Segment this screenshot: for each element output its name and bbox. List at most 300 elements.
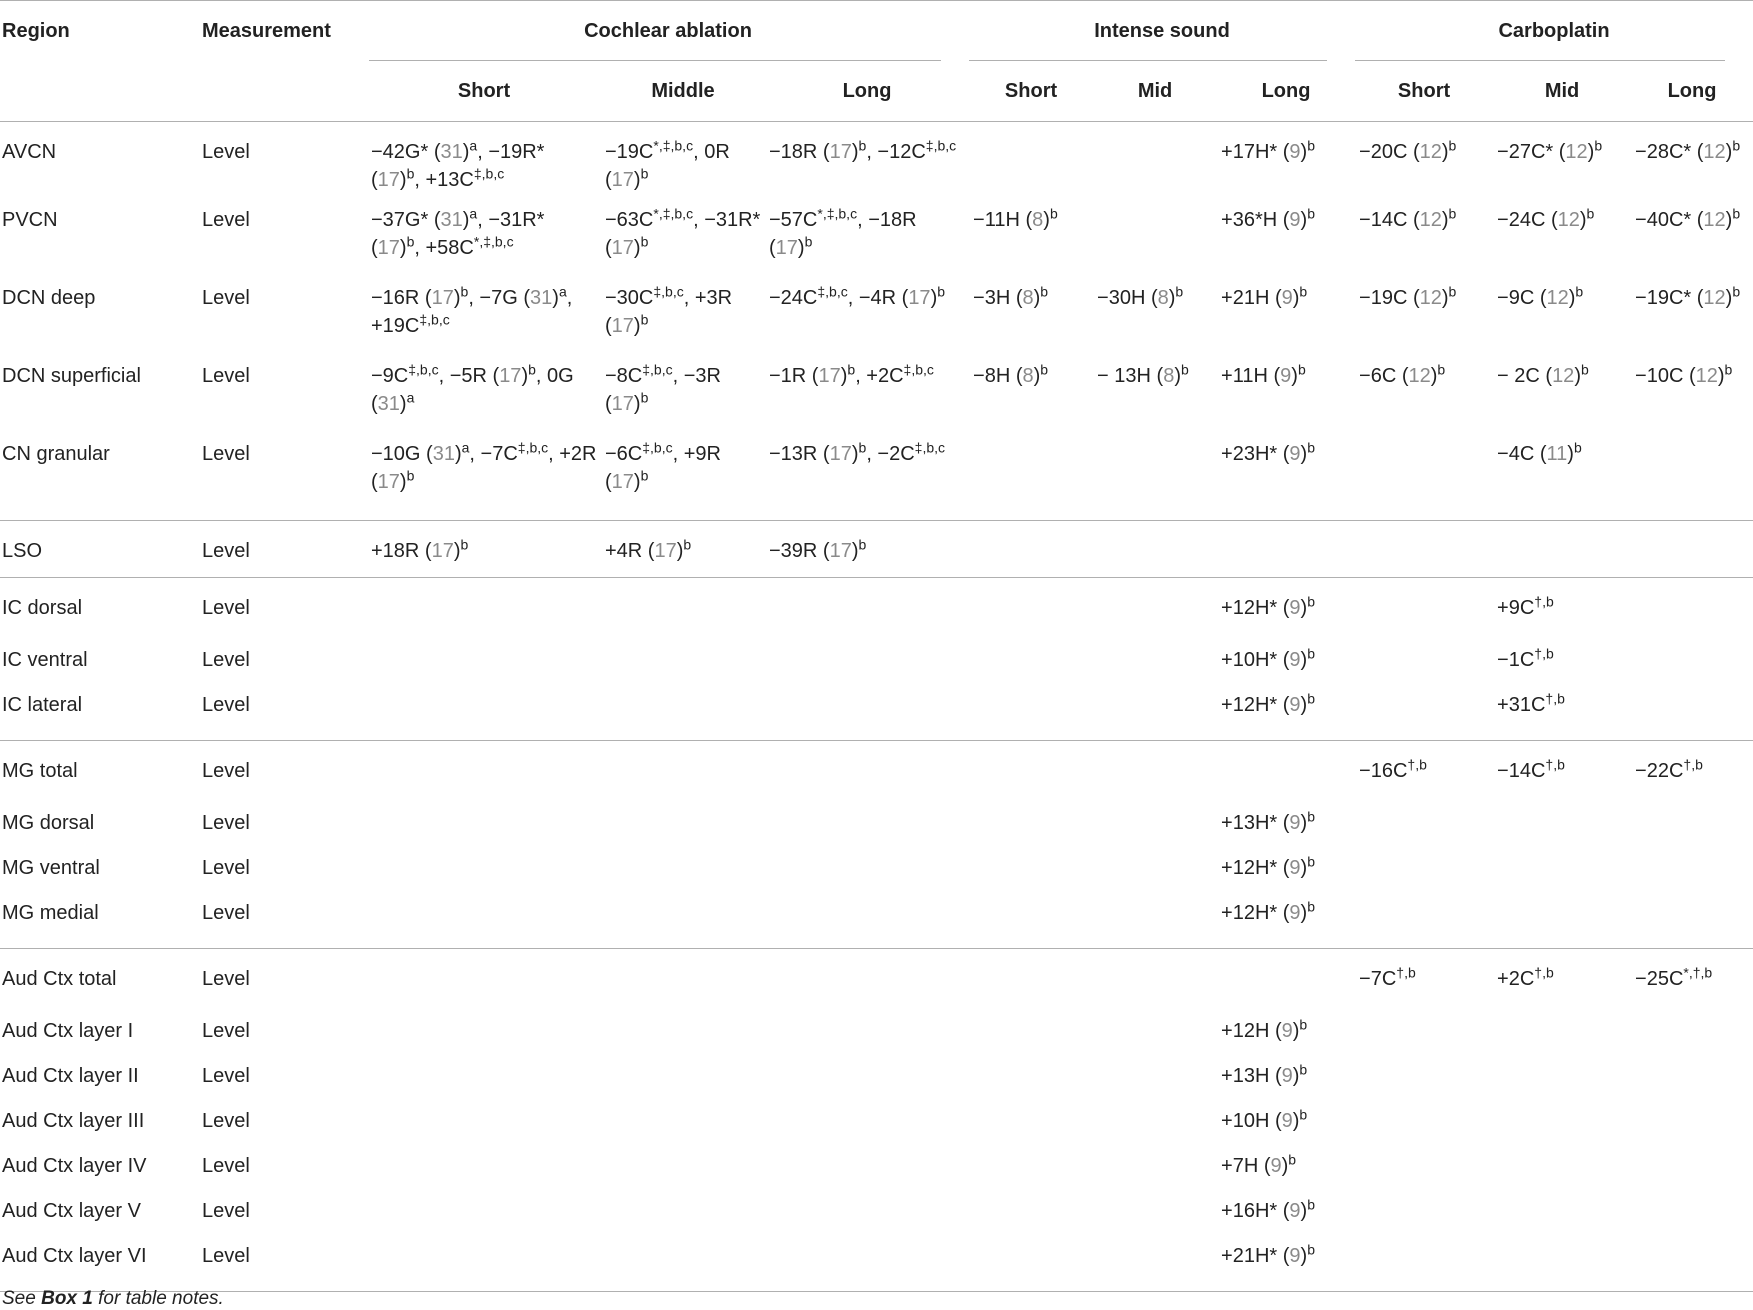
measurement-cell: Level xyxy=(202,967,250,990)
value-text: −1R ( xyxy=(769,365,819,387)
value-text: ) xyxy=(1174,365,1181,387)
superscript-note: ‡,b,c xyxy=(419,311,450,328)
value-text: ) xyxy=(1300,209,1308,231)
superscript-note: ‡,b,c xyxy=(642,361,673,378)
value-cell xyxy=(1631,1009,1753,1054)
value-cell xyxy=(1217,122,1355,195)
value-text: ) xyxy=(633,315,641,337)
reference-number: 31 xyxy=(440,141,463,163)
reference-number: 12 xyxy=(1557,209,1580,231)
superscript-note: b xyxy=(1307,137,1315,154)
measurement-cell: Level xyxy=(202,759,250,782)
value-text: ) xyxy=(1441,141,1449,163)
value-cell xyxy=(601,1234,765,1291)
superscript-note: b xyxy=(640,165,649,182)
value-cell xyxy=(367,1099,601,1144)
value-text: ) xyxy=(1568,287,1576,309)
superscript-note: b xyxy=(406,467,415,484)
value-cell xyxy=(969,1009,1093,1054)
value-cell xyxy=(1355,350,1493,428)
value-text: − 2C ( xyxy=(1497,365,1553,387)
table-row xyxy=(0,1054,1753,1099)
table-row xyxy=(0,428,1753,520)
value-text: , −31R* ( xyxy=(371,209,545,259)
superscript-note: b xyxy=(640,389,649,406)
superscript-note: †,b xyxy=(1534,592,1554,609)
measurement-cell: Level xyxy=(202,596,250,619)
measurement-cell: Level xyxy=(200,1234,367,1291)
superscript-note: †,b xyxy=(1396,963,1416,980)
value-cell xyxy=(969,1189,1093,1234)
value-text: ) xyxy=(1725,287,1733,309)
value-cell xyxy=(1217,1189,1355,1234)
value-text: +12H* ( xyxy=(1221,902,1290,924)
value-text: , −19R* ( xyxy=(371,141,545,191)
value-cell xyxy=(969,846,1093,891)
header-measurement: Measurement xyxy=(200,1,367,62)
superscript-note: b xyxy=(804,233,813,250)
value-cell xyxy=(601,1009,765,1054)
header-row-subheaders xyxy=(0,61,1753,122)
value-text: , −18R ( xyxy=(769,209,917,259)
subheader-cb-short: Short xyxy=(1355,61,1493,122)
value-cell xyxy=(1355,683,1493,740)
reference-number: 12 xyxy=(1703,209,1726,231)
reference-number: 11 xyxy=(1546,443,1568,465)
value-cell xyxy=(367,577,601,638)
superscript-note: b xyxy=(1288,1151,1297,1168)
value-cell xyxy=(765,272,969,350)
reference-number: 12 xyxy=(1703,141,1726,163)
value-cell xyxy=(969,350,1093,428)
value-text: ) xyxy=(930,287,938,309)
value-cell xyxy=(1355,520,1493,577)
value-text: ) xyxy=(1300,649,1308,671)
value-cell xyxy=(367,846,601,891)
value-cell xyxy=(1093,1099,1217,1144)
value-cell xyxy=(969,1144,1093,1189)
header-group-intense-sound: Intense sound xyxy=(969,1,1355,62)
reference-number: 31 xyxy=(377,393,400,415)
value-cell xyxy=(1217,1234,1355,1291)
superscript-note: b xyxy=(640,467,649,484)
value-text: , −4R ( xyxy=(847,287,909,309)
superscript-note: b xyxy=(1040,283,1049,300)
value-text: ) xyxy=(462,209,470,231)
region-cell: DCN deep xyxy=(2,287,96,309)
value-cell xyxy=(1493,428,1631,520)
value-text: −9C ( xyxy=(1497,287,1547,309)
value-cell xyxy=(765,740,969,801)
reference-number: 12 xyxy=(1695,365,1718,387)
region-cell: Aud Ctx layer III xyxy=(2,1110,145,1132)
value-cell xyxy=(969,428,1093,520)
region-cell: MG total xyxy=(2,759,78,782)
value-cell xyxy=(969,122,1093,195)
reference-number: 17 xyxy=(431,287,454,309)
value-cell xyxy=(1093,801,1217,846)
value-cell xyxy=(1631,350,1753,428)
value-cell xyxy=(601,948,765,1009)
value-cell xyxy=(1217,428,1355,520)
superscript-note: b xyxy=(1732,205,1741,222)
value-text: −30C xyxy=(605,287,654,309)
value-text: , +2C xyxy=(855,365,904,387)
value-text: , −5R ( xyxy=(438,365,500,387)
measurement-cell: Level xyxy=(202,857,250,879)
value-text: −16R ( xyxy=(371,287,432,309)
value-cell xyxy=(765,1189,969,1234)
value-cell xyxy=(1217,891,1355,948)
reference-number: 17 xyxy=(908,287,931,309)
value-text: −1C xyxy=(1497,649,1535,671)
superscript-note: b xyxy=(1307,439,1315,456)
value-cell xyxy=(1493,1234,1631,1291)
value-text: +13H ( xyxy=(1221,1065,1282,1087)
value-cell xyxy=(1631,891,1753,948)
value-cell xyxy=(765,428,969,520)
value-text: ) xyxy=(1430,365,1438,387)
value-text: ) xyxy=(851,443,859,465)
table-row xyxy=(0,350,1753,428)
value-text: ) xyxy=(1587,141,1595,163)
value-text: −14C ( xyxy=(1359,209,1420,231)
value-text: ) xyxy=(1441,287,1449,309)
footnote-prefix: See xyxy=(2,1288,42,1309)
value-text: ) xyxy=(1292,1020,1300,1042)
reference-number: 9 xyxy=(1281,287,1293,309)
measurement-cell: Level xyxy=(202,365,250,387)
superscript-note: b xyxy=(1049,205,1058,222)
reference-number: 9 xyxy=(1281,1020,1293,1042)
value-cell xyxy=(1493,520,1631,577)
value-text: , +3R ( xyxy=(605,287,733,337)
value-cell xyxy=(1355,1144,1493,1189)
reference-number: 17 xyxy=(611,471,634,493)
reference-number: 17 xyxy=(499,365,522,387)
value-text: +16H* ( xyxy=(1221,1200,1290,1222)
value-text: , −12C xyxy=(866,141,926,163)
value-cell xyxy=(969,948,1093,1009)
reference-number: 12 xyxy=(1419,141,1442,163)
value-cell xyxy=(1217,683,1355,740)
value-cell xyxy=(765,520,969,577)
superscript-note: ‡,b,c xyxy=(642,439,673,456)
superscript-note: b xyxy=(1594,137,1603,154)
value-text: −13R ( xyxy=(769,443,830,465)
value-text: +21H* ( xyxy=(1221,1245,1290,1267)
value-text: −3H ( xyxy=(973,287,1023,309)
measurement-cell: Level xyxy=(202,1110,250,1132)
region-cell: Aud Ctx layer VI xyxy=(0,1234,200,1291)
value-text: +13H* ( xyxy=(1221,812,1290,834)
superscript-note: b xyxy=(1307,1241,1315,1258)
table-row xyxy=(0,638,1753,683)
value-cell xyxy=(765,1099,969,1144)
table-row xyxy=(0,1099,1753,1144)
reference-number: 8 xyxy=(1157,287,1169,309)
value-cell xyxy=(1217,846,1355,891)
value-cell xyxy=(367,638,601,683)
value-cell xyxy=(601,801,765,846)
value-text: −24C xyxy=(769,287,818,309)
superscript-note: b xyxy=(1448,137,1457,154)
value-cell xyxy=(1217,1054,1355,1099)
value-text: ) xyxy=(633,471,641,493)
value-cell xyxy=(1355,122,1493,195)
value-text: , +9R ( xyxy=(605,443,721,493)
reference-number: 9 xyxy=(1289,443,1301,465)
value-cell xyxy=(1217,948,1355,1009)
value-cell xyxy=(1493,1099,1631,1144)
value-text: ) xyxy=(1300,812,1308,834)
value-text: −39R ( xyxy=(769,539,830,562)
measurement-cell: Level xyxy=(202,1155,250,1177)
value-text: +12H ( xyxy=(1221,1020,1282,1042)
value-text: ) xyxy=(1168,287,1176,309)
superscript-note: b xyxy=(1586,205,1595,222)
value-cell xyxy=(1493,638,1631,683)
value-cell xyxy=(367,428,601,520)
value-text: ) xyxy=(1292,287,1300,309)
value-text: +12H* ( xyxy=(1221,857,1290,879)
superscript-note: b xyxy=(1732,137,1741,154)
superscript-note: b xyxy=(1297,361,1306,378)
value-cell xyxy=(969,891,1093,948)
value-cell xyxy=(1493,1144,1631,1189)
reference-number: 17 xyxy=(829,539,852,562)
superscript-note: †,b xyxy=(1407,755,1427,772)
value-cell xyxy=(1093,1189,1217,1234)
value-text: , −7C xyxy=(469,443,518,465)
measurement-cell: Level xyxy=(200,891,367,948)
value-cell xyxy=(1493,683,1631,740)
value-text: ) xyxy=(1300,1200,1308,1222)
value-cell xyxy=(1631,577,1753,638)
value-cell xyxy=(601,577,765,638)
value-cell xyxy=(367,683,601,740)
value-cell xyxy=(1217,1144,1355,1189)
table-row xyxy=(0,1234,1753,1291)
value-text: − 13H ( xyxy=(1097,365,1164,387)
reference-number: 9 xyxy=(1289,209,1301,231)
value-cell xyxy=(601,1054,765,1099)
value-text: −16C xyxy=(1359,759,1408,782)
superscript-note: b xyxy=(937,283,946,300)
value-text: −22C xyxy=(1635,759,1684,782)
measurement-cell: Level xyxy=(200,428,367,520)
value-text: ) xyxy=(676,539,684,562)
value-cell xyxy=(1355,948,1493,1009)
value-text: , +2R ( xyxy=(371,443,597,493)
superscript-note: ‡,b,c xyxy=(817,283,848,300)
value-text: , −2C xyxy=(866,443,915,465)
value-text: ) xyxy=(1300,443,1308,465)
value-text: −25C xyxy=(1635,967,1684,990)
value-text: ) xyxy=(1300,902,1308,924)
value-text: ) xyxy=(1033,365,1041,387)
value-cell xyxy=(1355,891,1493,948)
value-cell xyxy=(601,846,765,891)
measurement-cell: Level xyxy=(202,649,250,671)
superscript-note: †,b xyxy=(1683,755,1703,772)
value-cell xyxy=(765,801,969,846)
region-cell: PVCN xyxy=(2,209,58,231)
superscript-note: a xyxy=(406,389,415,406)
superscript-note: b xyxy=(847,361,856,378)
value-text: , −31R* ( xyxy=(605,209,761,259)
value-text: ) xyxy=(1300,596,1308,619)
reference-number: 17 xyxy=(377,169,400,191)
superscript-note: b xyxy=(1448,283,1457,300)
region-cell: LSO xyxy=(0,520,200,577)
region-cell: MG dorsal xyxy=(2,812,95,834)
value-cell xyxy=(1093,1009,1217,1054)
value-cell xyxy=(1355,428,1493,520)
region-cell: Aud Ctx layer II xyxy=(2,1065,139,1087)
value-cell xyxy=(1093,272,1217,350)
superscript-note: b xyxy=(858,535,867,552)
value-cell xyxy=(367,1144,601,1189)
superscript-note: ‡,b,c xyxy=(914,439,946,456)
value-cell xyxy=(1093,1054,1217,1099)
value-cell xyxy=(367,891,601,948)
subheader-ca-middle: Middle xyxy=(601,61,765,122)
region-cell: MG medial xyxy=(0,891,200,948)
value-cell xyxy=(765,577,969,638)
superscript-note: a xyxy=(461,439,470,456)
superscript-note: b xyxy=(1307,645,1315,662)
reference-number: 17 xyxy=(611,393,634,415)
superscript-note: b xyxy=(1448,205,1457,222)
value-cell xyxy=(969,1054,1093,1099)
value-text: +4R ( xyxy=(605,539,655,562)
reference-number: 12 xyxy=(1408,365,1431,387)
value-text: +12H* ( xyxy=(1221,596,1290,619)
value-cell xyxy=(969,801,1093,846)
value-cell xyxy=(765,846,969,891)
reference-number: 31 xyxy=(432,443,455,465)
value-text: −37G* ( xyxy=(371,209,441,231)
value-cell xyxy=(1631,1144,1753,1189)
header-region: Region xyxy=(0,1,200,62)
value-text: ) xyxy=(1292,1065,1300,1087)
value-cell xyxy=(1355,638,1493,683)
superscript-note: b xyxy=(1299,1016,1308,1033)
reference-number: 31 xyxy=(440,209,463,231)
value-cell xyxy=(765,891,969,948)
value-text: ) xyxy=(1300,141,1308,163)
value-text: ) xyxy=(1441,209,1449,231)
superscript-note: b xyxy=(858,137,867,154)
superscript-note: b xyxy=(1724,361,1733,378)
superscript-note: b xyxy=(1732,283,1741,300)
value-cell xyxy=(1093,638,1217,683)
region-cell: MG ventral xyxy=(2,857,100,879)
reference-number: 9 xyxy=(1289,596,1301,619)
value-cell xyxy=(1217,350,1355,428)
reference-number: 12 xyxy=(1565,141,1588,163)
reference-number: 9 xyxy=(1289,812,1301,834)
superscript-note: b xyxy=(640,233,649,250)
value-text: −6C xyxy=(605,443,643,465)
value-text: ) xyxy=(1300,857,1308,879)
value-cell xyxy=(969,740,1093,801)
value-cell xyxy=(601,520,765,577)
superscript-note: b xyxy=(1180,361,1189,378)
superscript-note: b xyxy=(1307,1196,1315,1213)
value-text: ) xyxy=(1300,694,1308,716)
table-row xyxy=(0,801,1753,846)
reference-number: 12 xyxy=(1552,365,1575,387)
value-text: ) xyxy=(840,365,848,387)
value-cell xyxy=(1631,1234,1753,1291)
reference-number: 17 xyxy=(829,141,852,163)
value-cell xyxy=(1093,520,1217,577)
region-cell: Aud Ctx total xyxy=(2,967,117,990)
table-body xyxy=(0,122,1753,1292)
value-cell xyxy=(1631,1099,1753,1144)
value-cell xyxy=(1631,740,1753,801)
header-row-groups xyxy=(0,1,1753,62)
reference-number: 17 xyxy=(611,169,634,191)
value-text: +17H* ( xyxy=(1221,141,1290,163)
value-cell xyxy=(1355,801,1493,846)
reference-number: 12 xyxy=(1419,287,1442,309)
value-text: ) xyxy=(1300,1245,1308,1267)
value-cell xyxy=(601,428,765,520)
table-row xyxy=(0,1009,1753,1054)
superscript-note: b xyxy=(1307,205,1315,222)
value-text: −57C xyxy=(769,209,818,231)
value-cell xyxy=(1355,1054,1493,1099)
subheader-cb-long: Long xyxy=(1631,61,1753,122)
value-cell xyxy=(367,122,601,195)
reference-number: 17 xyxy=(775,237,798,259)
superscript-note: ‡,b,c xyxy=(653,283,684,300)
value-cell xyxy=(969,1099,1093,1144)
header-spacer xyxy=(0,61,200,122)
measurement-cell: Level xyxy=(202,1065,250,1087)
value-text: ) xyxy=(851,141,859,163)
subheader-ca-short: Short xyxy=(367,61,601,122)
value-text: ) xyxy=(521,365,529,387)
value-cell xyxy=(1355,846,1493,891)
value-text: +2C xyxy=(1497,967,1535,990)
table-row xyxy=(0,520,1753,577)
value-text: , 0G ( xyxy=(371,365,574,415)
reference-number: 9 xyxy=(1280,365,1292,387)
value-cell xyxy=(1493,891,1631,948)
value-text: +7H ( xyxy=(1221,1155,1271,1177)
value-text: ) xyxy=(399,471,407,493)
measurement-cell: Level xyxy=(202,209,250,231)
value-cell xyxy=(1217,801,1355,846)
value-text: −24C ( xyxy=(1497,209,1558,231)
superscript-note: b xyxy=(460,535,469,552)
value-text: −8H ( xyxy=(973,365,1023,387)
value-cell xyxy=(367,1009,601,1054)
value-cell xyxy=(1631,428,1753,520)
reference-number: 9 xyxy=(1270,1155,1282,1177)
value-cell xyxy=(601,1099,765,1144)
value-cell xyxy=(1631,638,1753,683)
value-cell xyxy=(1631,948,1753,1009)
table-row xyxy=(0,740,1753,801)
measurement-cell: Level xyxy=(202,141,250,163)
superscript-note: †,b xyxy=(1545,690,1565,707)
value-text: , −3R ( xyxy=(605,365,721,415)
